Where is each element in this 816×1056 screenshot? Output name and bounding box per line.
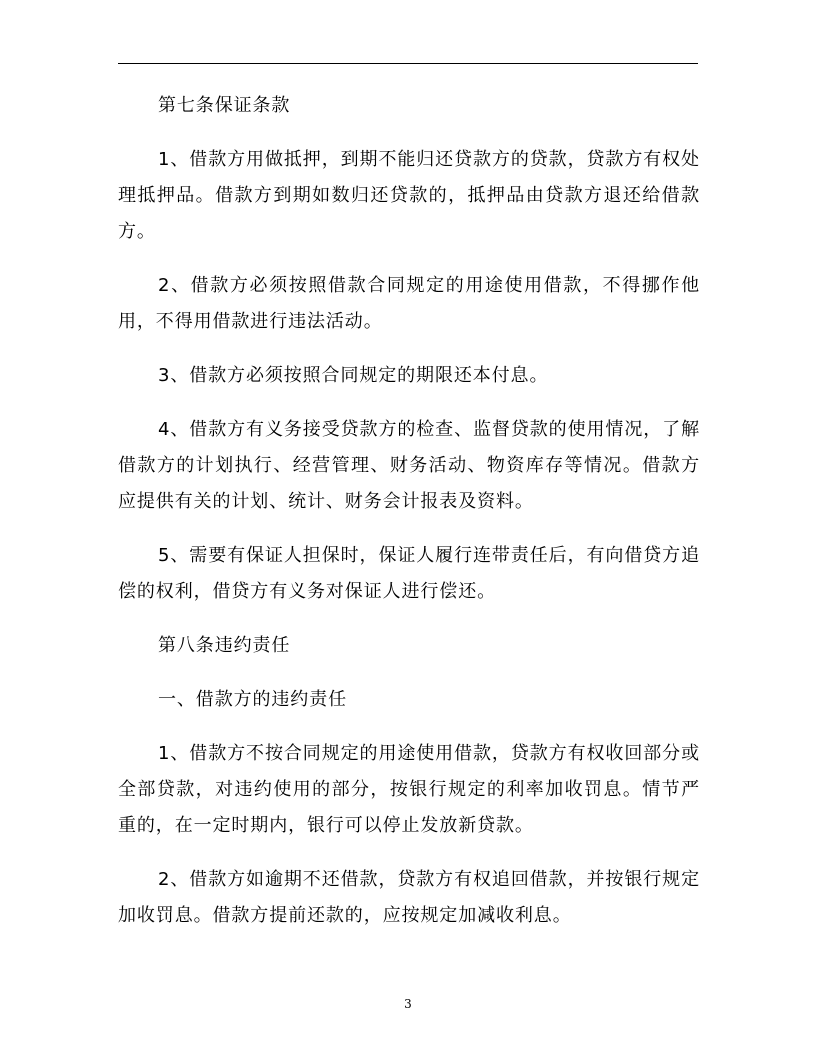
section-heading-article-8: 第八条违约责任 <box>158 635 291 656</box>
document-body <box>118 88 700 934</box>
paragraph-7-5: 5、需要有保证人担保时，保证人履行连带责任后，有向借贷方追偿的权利，借贷方有义务对保证人进行偿还。 <box>118 545 700 602</box>
page-number: 3 <box>404 997 412 1011</box>
header-rule <box>118 63 698 64</box>
paragraph-7-1: 1、借款方用做抵押，到期不能归还贷款方的贷款，贷款方有权处理抵押品。借款方到期如数归还贷款的，抵押品由贷款方退还给借款方。 <box>118 149 700 242</box>
subsection-heading-borrower-liability: 一、借款方的违约责任 <box>158 689 347 710</box>
paragraph-8-1: 1、借款方不按合同规定的用途使用借款，贷款方有权收回部分或全部贷款，对违约使用的部分，按银行规定的利率加收罚息。情节严重的，在一定时期内，银行可以停止发放新贷款。 <box>118 743 700 836</box>
paragraph-7-4: 4、借款方有义务接受贷款方的检查、监督贷款的使用情况，了解借款方的计划执行、经营管理、财务活动、物资库存等情况。借款方应提供有关的计划、统计、财务会计报表及资料。 <box>118 419 700 512</box>
paragraph-8-2: 2、借款方如逾期不还借款，贷款方有权追回借款，并按银行规定加收罚息。借款方提前还款的，应按规定加减收利息。 <box>118 869 700 926</box>
section-heading-article-7: 第七条保证条款 <box>158 95 291 116</box>
paragraph-7-3: 3、借款方必须按照合同规定的期限还本付息。 <box>158 365 549 386</box>
paragraph-7-2: 2、借款方必须按照借款合同规定的用途使用借款，不得挪作他用，不得用借款进行违法活动。 <box>118 275 700 332</box>
